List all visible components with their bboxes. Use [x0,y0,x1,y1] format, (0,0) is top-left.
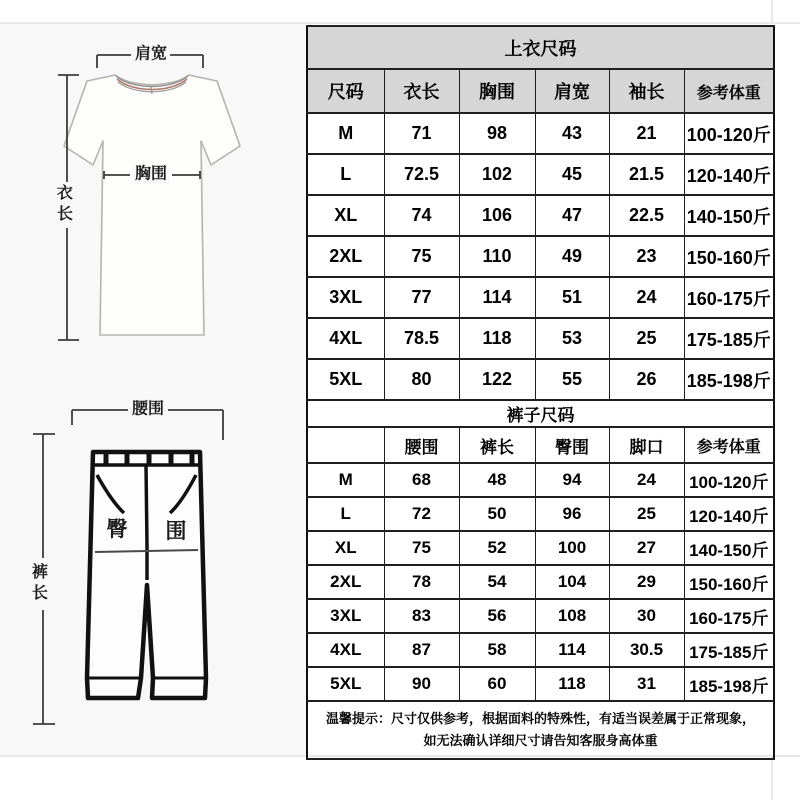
value-cell: 45 [535,154,609,195]
value-cell: 175-185斤 [684,318,774,359]
size-label-cell: 3XL [307,599,384,633]
value-cell: 25 [609,497,684,531]
pants-table-section [307,400,774,463]
value-cell: 77 [384,277,459,318]
value-cell: 122 [459,359,535,400]
value-cell: 78.5 [384,318,459,359]
table-row [307,359,774,400]
value-cell: 24 [609,463,684,497]
value-cell: 51 [535,277,609,318]
top-table-header-row [307,69,774,113]
size-label-cell: 2XL [307,565,384,599]
value-cell: 83 [384,599,459,633]
table-row [307,463,774,497]
value-cell: 49 [535,236,609,277]
size-label-cell: 4XL [307,633,384,667]
page-divider-right-bottom [771,755,773,800]
pants-figure [0,380,306,755]
column-header [307,427,384,463]
value-cell: 43 [535,113,609,154]
value-cell: 120-140斤 [684,497,774,531]
value-cell: 100-120斤 [684,463,774,497]
column-header: 胸围 [459,69,535,113]
pants-table-header-row [307,427,774,463]
size-label-cell: 5XL [307,359,384,400]
value-cell: 160-175斤 [684,599,774,633]
table-row [307,195,774,236]
pants-length-label: 裤长 [29,563,47,605]
value-cell: 53 [535,318,609,359]
garment-length-label: 衣长 [54,184,72,226]
value-cell: 160-175斤 [684,277,774,318]
value-cell: 21 [609,113,684,154]
size-chart [306,25,773,760]
value-cell: 80 [384,359,459,400]
note-text: 温馨提示：尺寸仅供参考，根据面料的特殊性，有适当误差属于正常现象，如无法确认详细尺寸请告知客服身高体重 [307,701,774,759]
value-cell: 52 [459,531,535,565]
size-label-cell: L [307,154,384,195]
size-label-cell: 3XL [307,277,384,318]
table-row [307,667,774,701]
value-cell: 27 [609,531,684,565]
value-cell: 58 [459,633,535,667]
size-label-cell: M [307,113,384,154]
column-header: 尺码 [307,69,384,113]
table-row [307,113,774,154]
column-header: 衣长 [384,69,459,113]
value-cell: 102 [459,154,535,195]
page-divider-right-top [771,0,773,24]
size-label-cell: 2XL [307,236,384,277]
chest-label: 胸围 [134,165,168,183]
value-cell: 140-150斤 [684,195,774,236]
size-label-cell: 5XL [307,667,384,701]
value-cell: 54 [459,565,535,599]
value-cell: 75 [384,531,459,565]
value-cell: 75 [384,236,459,277]
value-cell: 29 [609,565,684,599]
table-row [307,599,774,633]
value-cell: 150-160斤 [684,565,774,599]
value-cell: 150-160斤 [684,236,774,277]
value-cell: 185-198斤 [684,667,774,701]
value-cell: 50 [459,497,535,531]
top-table-title: 上衣尺码 [307,26,774,69]
column-header: 脚口 [609,427,684,463]
value-cell: 90 [384,667,459,701]
value-cell: 72.5 [384,154,459,195]
column-header: 参考体重 [684,427,774,463]
value-cell: 114 [459,277,535,318]
table-row [307,236,774,277]
value-cell: 106 [459,195,535,236]
table-row [307,154,774,195]
value-cell: 175-185斤 [684,633,774,667]
table-row [307,277,774,318]
tshirt-figure [0,24,306,369]
size-label-cell: M [307,463,384,497]
value-cell: 21.5 [609,154,684,195]
value-cell: 47 [535,195,609,236]
pants-table-title: 裤子尺码 [307,400,774,427]
value-cell: 78 [384,565,459,599]
value-cell: 25 [609,318,684,359]
value-cell: 71 [384,113,459,154]
value-cell: 114 [535,633,609,667]
value-cell: 100 [535,531,609,565]
value-cell: 185-198斤 [684,359,774,400]
value-cell: 98 [459,113,535,154]
value-cell: 118 [535,667,609,701]
value-cell: 87 [384,633,459,667]
value-cell: 94 [535,463,609,497]
value-cell: 22.5 [609,195,684,236]
diagram-panel [0,24,306,755]
value-cell: 110 [459,236,535,277]
table-row [307,531,774,565]
value-cell: 55 [535,359,609,400]
table-row [307,633,774,667]
top-table-body [307,113,774,400]
value-cell: 31 [609,667,684,701]
size-chart-table [306,25,775,760]
value-cell: 118 [459,318,535,359]
size-label-cell: 4XL [307,318,384,359]
value-cell: 96 [535,497,609,531]
value-cell: 60 [459,667,535,701]
column-header: 肩宽 [535,69,609,113]
value-cell: 24 [609,277,684,318]
note-section [307,701,774,759]
value-cell: 23 [609,236,684,277]
value-cell: 48 [459,463,535,497]
value-cell: 68 [384,463,459,497]
value-cell: 56 [459,599,535,633]
value-cell: 30 [609,599,684,633]
column-header: 臀围 [535,427,609,463]
top-table-title-row [307,26,774,69]
value-cell: 100-120斤 [684,113,774,154]
top-table-section [307,26,774,113]
value-cell: 108 [535,599,609,633]
size-label-cell: L [307,497,384,531]
size-label-cell: XL [307,195,384,236]
table-row [307,318,774,359]
column-header: 腰围 [384,427,459,463]
size-label-cell: XL [307,531,384,565]
column-header: 裤长 [459,427,535,463]
value-cell: 74 [384,195,459,236]
value-cell: 120-140斤 [684,154,774,195]
value-cell: 140-150斤 [684,531,774,565]
note-row [307,701,774,759]
table-row [307,565,774,599]
pants-table-body [307,463,774,701]
hip-label-char1: 臀 [106,517,128,541]
table-row [307,497,774,531]
shoulder-width-label: 肩宽 [134,45,168,63]
value-cell: 26 [609,359,684,400]
column-header: 袖长 [609,69,684,113]
pants-table-title-row [307,400,774,427]
value-cell: 30.5 [609,633,684,667]
value-cell: 72 [384,497,459,531]
tshirt-diagram [0,24,306,369]
column-header: 参考体重 [684,69,774,113]
hip-label-char2: 围 [165,519,187,543]
waist-label: 腰围 [131,400,165,418]
value-cell: 104 [535,565,609,599]
